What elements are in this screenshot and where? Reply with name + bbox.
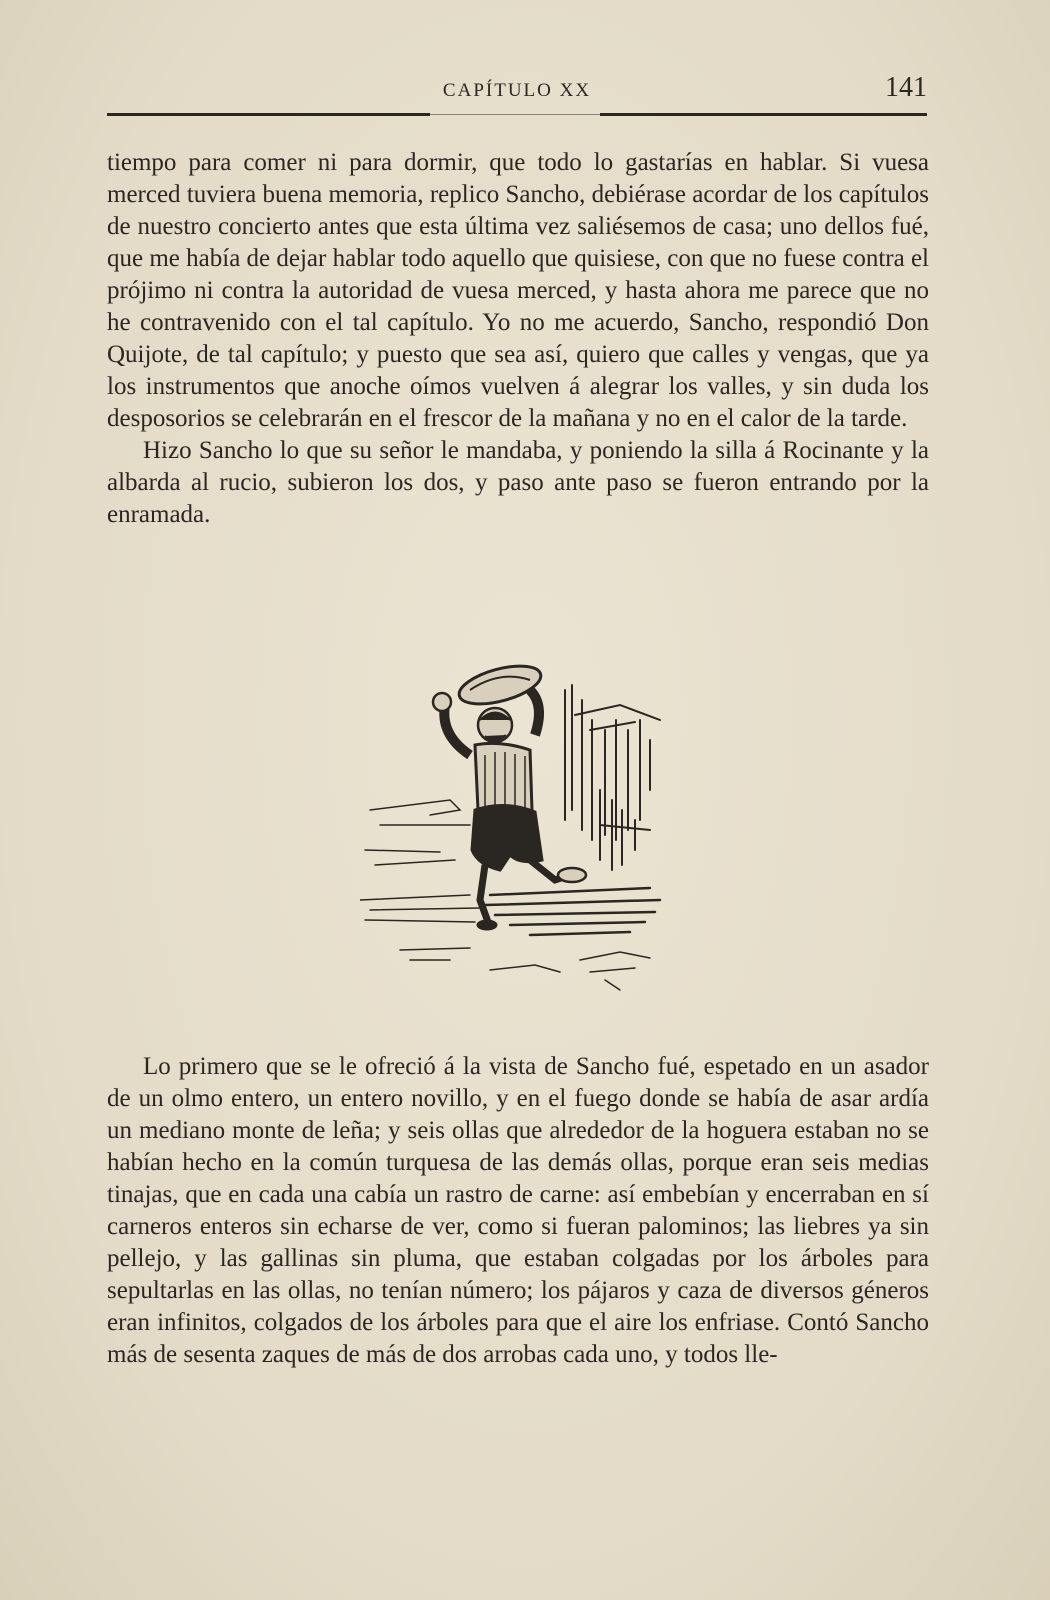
page-number: 141 [885,72,927,103]
woodcut-illustration [360,660,690,1000]
page-header [107,72,927,106]
paragraph: Lo primero que se le ofreció á la vista de Sancho fué, espetado en un asador de un olmo entero, un entero novillo, y en el fuego donde se había de asar ardía un mediano monte de leña; y seis ollas que alrededor de la hoguera estaban no se habían hecho en la común turquesa de las demás ollas, porque eran seis medias tinajas, que en cada una cabía un rastro de carne: así embebían y encerraban en sí carneros enteros sin echarse de ver, como si fueran palominos; las liebres ya sin pellejo, y las gallinas sin pluma, que estaban colgadas por los árboles para sepultarlas en las ollas, no tenían número; los pájaros y caza de diversos géneros eran infinitos, colgados de los árboles para que el aire los enfriase. Contó Sancho más de sesenta zaques de más de dos arrobas cada uno, y todos lle- [107,1053,929,1368]
header-rule-thin [430,114,600,115]
text-block-bottom [107,1051,929,1371]
figure [433,660,586,930]
tree-strokes [565,685,660,870]
paragraph: tiempo para comer ni para dormir, que todo lo gastarías en hablar. Si vuesa merced tuviera buena memoria, replico Sancho, debiérase acordar de los capítulos de nuestro concierto antes que esta última vez saliésemos de casa; uno dellos fué, que me había de dejar hablar todo aquello que quisiese, con que no fuese contra el prójimo ni contra la autoridad de vuesa merced, y hasta ahora me parece que no he contravenido con el tal capítulo. Yo no me acuerdo, Sancho, respondió Don Quijote, de tal capítulo; y puesto que sea así, quiero que calles y vengas, que ya los instrumentos que anoche oímos vuelven á alegrar los valles, y sin duda los desposorios se celebrarán en el frescor de la mañana y no en el calor de la tarde. [107,149,929,432]
text-block-top [107,147,929,531]
paragraph: Hizo Sancho lo que su señor le mandaba, y poniendo la silla á Rocinante y la albarda al rucio, subieron los dos, y paso ante paso se fueron entrando por la enramada. [107,437,929,528]
running-head: CAPÍTULO XX [442,80,592,101]
ground-shadow [485,888,660,935]
